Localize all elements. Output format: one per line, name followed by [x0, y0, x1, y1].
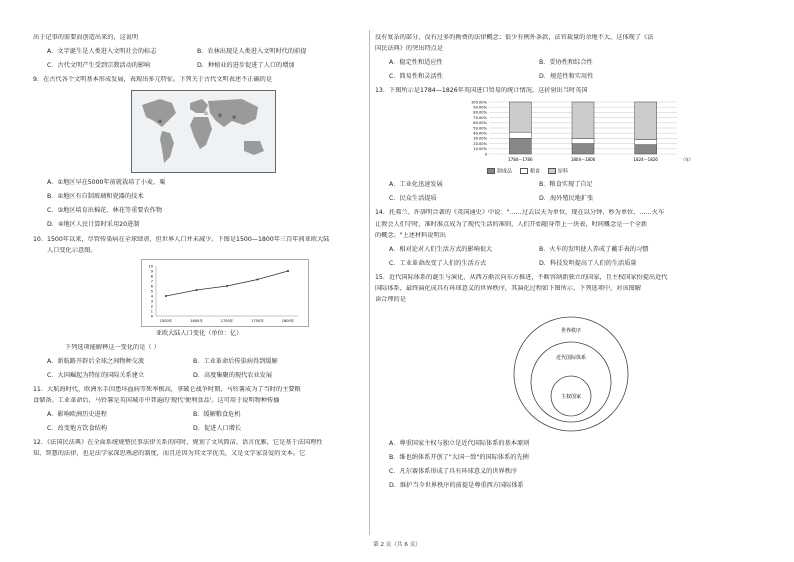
- q13-x-tick: 1824～1826: [633, 157, 658, 163]
- q10-y-tick: 6: [150, 284, 153, 289]
- q10-y-tick: 1: [150, 309, 153, 314]
- q8-option-c: C．古代文明产生受到宗教活动的影响: [47, 62, 151, 70]
- q13-bar-segment: [572, 144, 594, 154]
- q14-option-b: B．火车的发明使人养成了戴手表的习惯: [539, 245, 649, 253]
- q13-y-tick: 70.00%: [473, 116, 487, 121]
- q13-bar-segment: [572, 102, 594, 138]
- q10-line-chart-svg: [142, 260, 308, 326]
- q15-stem-line3: 读合理的是: [375, 295, 406, 303]
- q12-options-row1: [389, 59, 765, 67]
- q10-y-tick: 9: [150, 269, 153, 274]
- q10-x-tick: 1700年: [220, 318, 234, 323]
- q13-option-d: D．海外殖民地扩张: [539, 195, 594, 203]
- q8-option-d: D．种植业的进步促进了人口的增加: [197, 62, 295, 70]
- q9-option-b: B．②地区有自制玻璃和瓷器的技术: [47, 193, 144, 201]
- q12-option-d: D．规范性和实用性: [539, 73, 594, 81]
- q9-stem: 9．在古代各个文明基本形成发展，表现出多元特征。下列关于古代文明表述不正确的是: [33, 76, 273, 84]
- q10-axes: [156, 266, 298, 316]
- q15-option-a: A．尊重国家主权与独立是近代国际体系的基本原则: [389, 439, 530, 447]
- q11-option-a: A．影响欧洲历史进程: [47, 411, 107, 418]
- q10-option-a: A．新航路开辟后全球之间物种交流: [47, 357, 145, 365]
- q8-option-a: A．文字诞生是人类进入文明社会的标志: [47, 48, 157, 56]
- q12-option-b: B．妥协性和综合性: [539, 59, 593, 67]
- outer-label: 世界秩序: [560, 327, 582, 334]
- svg-text:②: ②: [218, 114, 223, 120]
- q10-data-point: [226, 285, 228, 287]
- world-map-image: [132, 91, 275, 172]
- q13-y-tick: 60.00%: [473, 121, 487, 126]
- q10-options-row2: [47, 372, 365, 380]
- q8-stem-tail: 出于记事的需要而创造出来的，这说明: [33, 34, 139, 41]
- q13-y-tick: 50.00%: [473, 126, 487, 131]
- q12-option-c: C．简易性和灵活性: [389, 73, 443, 81]
- q15-stem-line2: 国际体系，最终演化成具有环球意义的世界秩序，其演化过程如下图所示。下列选项中，对该图解: [375, 284, 642, 292]
- q13-option-b: B．粮食实现了自足: [539, 181, 593, 189]
- q13-option-a: A．工业化迅速发展: [389, 181, 443, 189]
- q15-diagram-svg: [511, 314, 631, 434]
- q13-bar-segment: [635, 102, 657, 139]
- q14-option-d: D．科技发明提高了人们的生活质量: [539, 259, 637, 267]
- q10-stem-line1: 10．1500年以来，尽管传染病在全球肆虐，但世界人口并未减少。下图是1500—1800年三百年间亚欧大陆: [33, 235, 330, 243]
- q9-option-c: C．③地区培育出棉花、林花等重要农作物: [47, 207, 163, 215]
- legend-item-manufactured: 制成品: [487, 168, 512, 175]
- q13-y-tick: 0: [484, 152, 487, 157]
- q13-bar-segment: [509, 102, 531, 132]
- q13-y-tick: 20.00%: [473, 142, 487, 147]
- q14-options-row1: [389, 246, 765, 254]
- q10-y-tick: 3: [150, 299, 153, 304]
- q13-bar-chart-svg: [455, 98, 695, 166]
- q10-x-tick: 1800年: [281, 318, 295, 323]
- svg-text:④: ④: [158, 120, 163, 126]
- q10-stem-line2: 人口变化示意图。: [47, 246, 97, 254]
- q10-option-d: D．高度集聚的现代农业发展: [193, 371, 273, 379]
- q15-concentric-diagram: [511, 314, 631, 434]
- q13-legend: [487, 168, 765, 175]
- q10-y-tick: 4: [150, 294, 153, 299]
- q13-bar-segment: [509, 139, 531, 155]
- page-footer: 第 2 页（共 6 页）: [373, 542, 421, 548]
- q14-stem-line2: 让教会人们守时，准时准点成为了现代生活的准则，人们开始随身带上一块表，时间概念是一个全新: [375, 220, 648, 228]
- q13-stem: 13．下图所示是1784—1826年英国进口贸易的统计情况。这折射出当时英国: [375, 87, 588, 95]
- q13-y-tick: 40.00%: [473, 131, 487, 136]
- q8-option-b: B．农林出现是人类进入文明时代的前提: [197, 48, 307, 56]
- q10-y-tick: 0: [150, 314, 153, 319]
- q10-data-point: [287, 270, 289, 272]
- q14-option-a: A．相对论对人们生活方式的影响很大: [389, 245, 493, 253]
- q13-y-tick: 100.00%: [471, 100, 487, 105]
- q9-option-a: A．①地区早在5000年前就栽培了小麦、粟: [47, 179, 166, 187]
- right-column: [375, 34, 765, 490]
- q10-x-tick: 1500年: [159, 318, 173, 323]
- q13-option-c: C．民众生活提质: [389, 195, 437, 203]
- q13-options-row2: [389, 195, 765, 203]
- q12-stem-line1: 12．《法国民法典》在全面系统规整民事法律关系的同时，规划了文风简洁、语言优雅，它是基于法国理性: [33, 439, 323, 447]
- q10-chart-caption: 亚欧大陆人口变化（单位：亿）: [155, 329, 243, 337]
- q14-stem-line3: 的概念。"上述材料说明出: [375, 231, 446, 239]
- legend-item-raw: 原料: [548, 168, 568, 175]
- q15-option-b: B．维也纳体系开创了"大国一致"的国际体系的先例: [389, 454, 529, 461]
- q13-bar-segment: [635, 145, 657, 154]
- q11-options-row1: [47, 411, 365, 419]
- q10-x-tick: 1600年: [190, 318, 203, 323]
- q14-option-c: C．工业革命改变了人们的生活方式: [389, 259, 487, 267]
- q9-option-d: D．④地区人民计算时采用20进制: [47, 221, 140, 229]
- middle-label: 近代国际体系: [555, 354, 587, 361]
- svg-text:①: ①: [204, 112, 209, 118]
- q11-options-row2: [47, 425, 365, 433]
- q10-options-row1: [47, 358, 365, 366]
- legend-item-grain: 粮食: [520, 168, 540, 175]
- q13-y-tick: 90.00%: [473, 105, 487, 110]
- q11-option-c: C．改变地方饮食结构: [47, 425, 108, 433]
- q15-option-d: D．维护当今世界秩序的前提是尊重西方国际体系: [389, 482, 524, 490]
- q11-stem-line1: 11．大航海时代，欧洲水手因患坏血病等死率极高，拿破仑战争时期，马铃薯成为了当时的主要粮: [33, 385, 301, 393]
- q10-y-tick: 10: [148, 264, 153, 269]
- q13-bar-chart: [455, 98, 695, 166]
- q13-x-unit: （年）: [681, 157, 693, 163]
- q12-stem-line2: 知、智慧的法律，也是法学家深思熟虑的制度，而且还因为其文字优美，又是文学家喜爱的文本。它: [33, 450, 306, 458]
- q14-options-row2: [389, 260, 765, 268]
- q10-data-point: [196, 289, 198, 291]
- q13-bar-segment: [635, 140, 657, 145]
- q10-y-tick: 7: [150, 279, 153, 284]
- q10-data-point: [257, 278, 259, 280]
- q13-options-row1: [389, 181, 765, 189]
- q13-x-tick: 1784～1786: [508, 157, 533, 163]
- q11-option-d: D．促进人口增长: [193, 425, 242, 433]
- q11-stem-line2: 食储备。工业革命后，马铃薯是英国城市中普遍的'现代'便利食品'。这可用于说明物种传播: [33, 396, 280, 404]
- q8-options-row2: [47, 62, 365, 70]
- q11-option-b: B．缓解粮食危机: [193, 411, 241, 418]
- q13-bar-segment: [572, 139, 594, 144]
- q13-y-tick: 30.00%: [473, 137, 487, 142]
- q12-option-a: A．稳定性和适应性: [389, 59, 443, 67]
- q13-y-tick: 10.00%: [473, 147, 487, 152]
- q14-stem-line1: 14．托弗兰、许洛明合著的《英国通史》中说："……过去以天为单位，现在以分钟、秒为单位，……火车: [375, 209, 665, 217]
- q12-options-row2: [389, 73, 765, 81]
- q10-question: 下列选项能解释这一变化的是（ ）: [65, 343, 160, 351]
- q10-data-point: [165, 295, 167, 297]
- q15-stem-line1: 15．近代国际体系的诞生与演化，从西方渐次向东方推进，不断容纳新独立的国家，且主权国家扮提出近代: [375, 273, 668, 281]
- q10-x-tick: 1750年: [251, 318, 264, 323]
- q12-cont-line1: 没有复杂的部分，没有过多的拗费的法律概念；很少有例外条款，法官裁量的余地不大。这体现了《法: [375, 34, 654, 41]
- q13-bar-segment: [509, 132, 531, 138]
- world-map-figure: [131, 90, 276, 173]
- q10-option-c: C．大国崛起为特征的国际关系建立: [47, 371, 145, 379]
- q13-y-tick: 80.00%: [473, 111, 487, 116]
- left-column: [33, 34, 365, 458]
- inner-label: 主权国家: [560, 393, 582, 400]
- q8-options-row1: [47, 48, 365, 56]
- q15-option-c: C．凡尔赛体系形成了具有环球意义的世界秩序: [389, 468, 518, 476]
- q10-line-chart: [141, 259, 309, 327]
- q10-y-tick: 2: [150, 304, 153, 309]
- q13-x-tick: 1804～1806: [570, 157, 596, 163]
- q10-series-line: [166, 271, 288, 296]
- q10-option-b: B．工业革命后传染病得到缓解: [193, 357, 278, 365]
- q10-y-tick: 8: [150, 274, 153, 279]
- column-divider: [369, 30, 370, 535]
- q10-y-tick: 5: [150, 289, 153, 294]
- q12-cont-line2: 国民法典》的突出特点是: [375, 45, 444, 53]
- svg-text:③: ③: [232, 116, 237, 122]
